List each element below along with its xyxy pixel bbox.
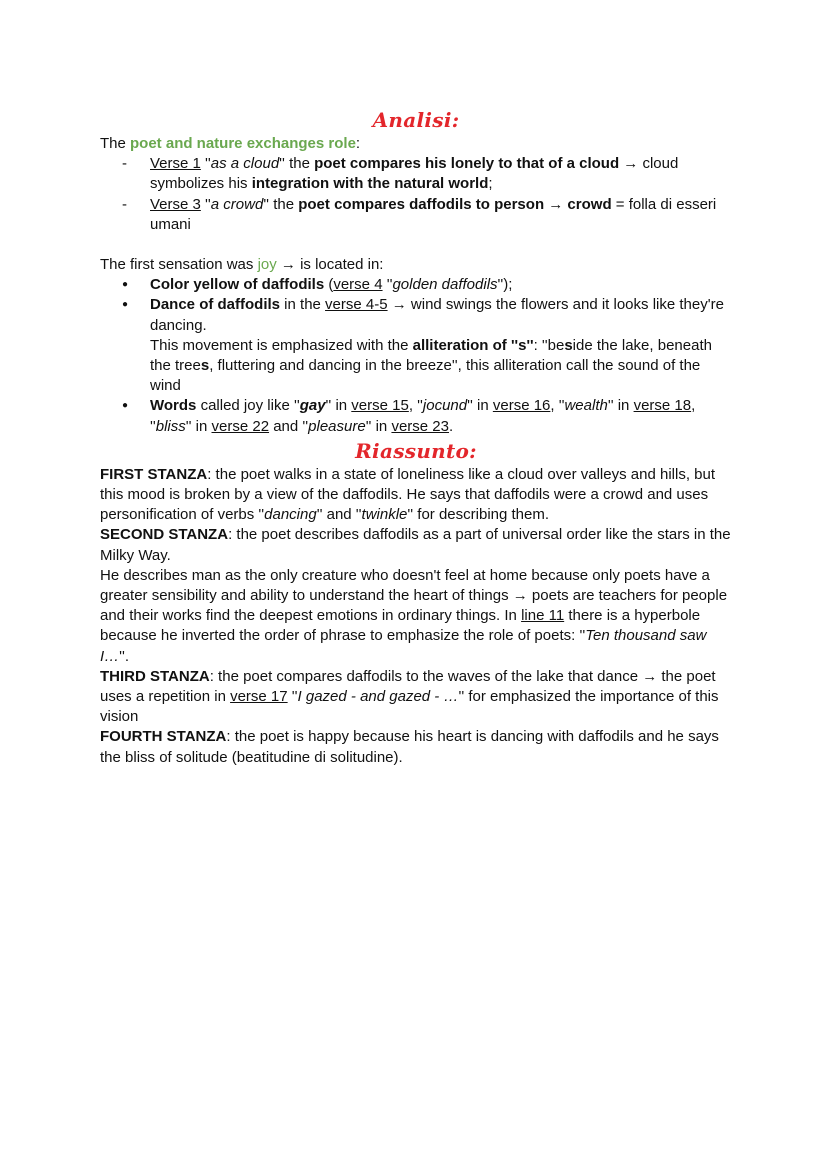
text-run: '' for emphasized the importance of this vision [100,688,719,726]
text-run: Words [150,397,197,415]
text-run: → is located in: [276,256,384,274]
paragraph [100,465,732,526]
verse-reference: verse 4 [333,276,383,294]
text-run: , '' [408,397,423,415]
text-run: : the poet is happy because his heart is dancing with daffodils and he says the bliss of solitude (beatitudine di solitudine). [100,728,719,766]
text-run: '' in [467,397,493,415]
text-run: : the poet walks in a state of loneliness like a cloud over valleys and hills, but this mood is broken by a view of the daffodils. He says that daffodils were a crowd and uses personification of verbs '' [100,465,715,524]
text-run: FOURTH STANZA [100,728,227,746]
text-run: '' for describing them. [407,506,550,524]
text-run: s [564,336,573,354]
text-run: gay [299,397,326,415]
text-run: in the [280,296,326,314]
text-run: '' [382,276,393,294]
paragraph [100,667,732,728]
text-run: '' [200,195,211,213]
paragraph [100,525,732,565]
text-run: He describes man as the only creature who doesn't feel at home because only poets have a greater sensibility and ability to understand the heart of things → poets are teachers for people and their works find the deepest emotions in ordinary things. In [100,566,728,625]
paragraph [100,255,732,275]
verse-reference: verse 18 [633,397,692,415]
text-run: integration with the natural world [251,175,489,193]
text-run: joy [257,256,277,274]
text-run: , '' [150,397,696,435]
text-run: → wind swings the flowers and it looks like they're dancing. [150,296,724,334]
text-run: ''); [497,276,513,294]
text-run: '' the [263,195,299,213]
dash-list-item [100,195,732,235]
text-run: '' and '' [316,506,362,524]
text-run: a crowd [210,195,264,213]
text-run: Riassunto: [355,438,477,463]
text-run: : the poet describes daffodils as a part of universal order like the stars in the Milky Way. [100,526,731,564]
dash-list-item [100,154,732,194]
spacer [100,235,732,255]
text-run: Dance of daffodils [150,296,281,314]
paragraph [100,134,732,154]
text-run: '' in [325,397,352,415]
text-run: I gazed - and gazed - … [297,688,459,706]
bullet-list-item [100,275,732,295]
text-run: alliteration of ''s'' [412,336,534,354]
text-run: ( [324,276,334,294]
text-run: '' the [279,155,315,173]
text-run: as a cloud [210,155,280,173]
text-run: The first sensation was [100,256,258,274]
verse-reference: verse 15 [351,397,409,415]
text-run: : [355,135,361,152]
text-run: golden daffodils [392,276,498,294]
section-title [100,437,732,465]
document-page [100,106,732,768]
verse-reference: Verse 3 [150,195,201,213]
text-run: Ten thousand saw I… [100,627,707,665]
text-run: SECOND STANZA [100,526,229,544]
text-run: : the poet compares daffodils to the waves of the lake that dance → the poet uses a repetition in [100,667,716,706]
text-run: ''. [119,647,130,665]
text-run: The [100,135,131,152]
text-run: bliss [155,417,186,435]
text-run: , fluttering and dancing in the breeze'', this alliteration call the sound of the wind [150,357,701,395]
verse-reference: verse 23 [391,417,449,435]
text-run: '' in [365,417,392,435]
text-run: ; [488,175,493,193]
text-run: poet and nature exchanges role [130,135,356,152]
text-run: '' in [607,397,634,415]
text-run: jocund [422,397,468,415]
text-run: pleasure [308,417,366,435]
text-run: : ''be [533,336,565,354]
text-run: poet compares daffodils to person → crowd [298,195,612,213]
text-run: dancing [264,506,317,524]
text-run: → cloud symbolizes his [150,155,679,193]
text-run: Analisi: [372,108,460,132]
paragraph [100,566,732,667]
verse-reference: line 11 [521,607,565,625]
paragraph [100,727,732,767]
text-run: twinkle [361,506,408,524]
verse-reference: verse 17 [230,688,288,706]
text-run: poet compares his lonely to that of a cloud [314,155,620,173]
section-title [100,106,732,134]
text-run: This movement is emphasized with the [150,336,413,354]
verse-reference: Verse 1 [150,155,201,173]
text-run: and '' [269,417,309,435]
text-run: . [448,417,454,435]
bullet-list-item [100,295,732,335]
text-run: s [200,357,210,375]
text-run: Color yellow of daffodils [150,276,325,294]
text-run: '' [287,688,298,706]
text-run: THIRD STANZA [100,667,210,685]
verse-reference: verse 16 [492,397,551,415]
text-run: = folla di esseri umani [150,195,717,233]
verse-reference: verse 4-5 [325,296,388,314]
bullet-list-item [100,396,732,436]
text-run: '' [200,155,211,173]
text-run: ide the lake, beneath the tree [150,336,712,375]
text-run: there is a hyperbole because he inverted the order of phrase to emphasize the role of poets: '' [100,607,701,645]
text-run: FIRST STANZA [100,465,208,483]
text-run: called joy like '' [196,397,300,415]
text-run: , '' [550,397,565,415]
verse-reference: verse 22 [211,417,270,435]
list-item-continuation [100,336,732,397]
text-run: '' in [185,417,212,435]
text-run: wealth [564,397,608,415]
